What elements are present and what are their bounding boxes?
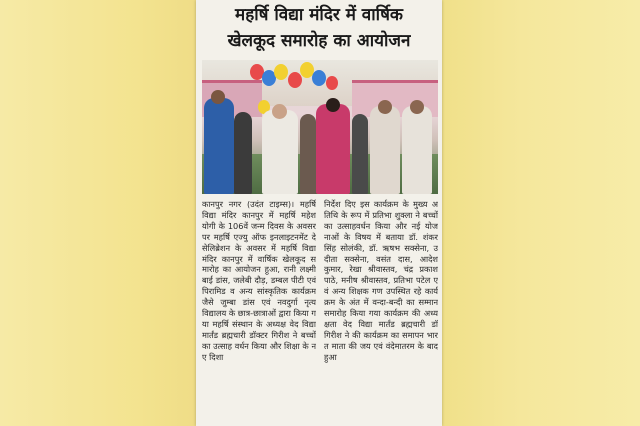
person-head <box>410 100 424 114</box>
background-left <box>0 0 200 426</box>
person-head <box>378 100 392 114</box>
headline-line-1: महर्षि विद्या मंदिर में वार्षिक <box>235 5 403 25</box>
person-head <box>272 104 287 119</box>
balloon <box>288 72 302 88</box>
article-body <box>202 199 438 426</box>
person <box>402 106 432 194</box>
person-head <box>326 98 340 112</box>
background-right <box>442 0 640 426</box>
balloon <box>312 70 326 86</box>
person <box>234 112 252 194</box>
balloon <box>326 76 338 90</box>
article-column-2: निर्देश दिए इस कार्यक्रम के मुख्य अतिथि के रूप में प्रतिभा शुक्ला ने बच्चों का उत्साहवर्धन किया और नई योजनाओं के विषय में बताया डॉ. शंकर सिंह सोलंकी, डॉ. ऋषभ सक्सेना, उदीता सक्सेना, वसंत दास, आदेश कुमार, रेखा श्रीवास्तव, चंद्र प्रकाश पाठे, मनीष श्रीवास्तव, प्रतिभा पटेल एवं अन्य शिक्षक गण उपस्थित रहे कार्यक्रम के अंत में वन्दा-बन्दी का सम्मान समारोह किया गया कार्यक्रम की अध्यक्षता वेद विद्या मार्तंड ब्रह्मचारी डॉ गिरीश ने की कार्यक्रम का समापन भारत माता की जय एवं वंदेमातरम के बाद हुआ <box>324 199 438 362</box>
headline-line-2: खेलकूद समारोह का आयोजन <box>227 31 411 51</box>
person <box>316 104 350 194</box>
person <box>300 114 316 194</box>
newspaper-clipping <box>196 0 442 426</box>
article-headline <box>196 0 442 54</box>
person <box>352 114 368 194</box>
balloon <box>274 64 288 80</box>
person <box>262 110 298 194</box>
person-head <box>211 90 225 104</box>
person <box>204 98 234 194</box>
person <box>370 106 400 194</box>
event-photo <box>202 60 438 194</box>
article-column-1: कानपुर नगर (उदंत टाइम्स)। महर्षि विद्या मंदिर कानपुर में महर्षि महेश योगी के 106वें जन्म दिवस के अवसर पर महर्षि एज्यु ऑफ इनलाइटनमेंट दे सेलिब्रेशन के अवसर में महर्षि विद्या मंदिर कानपुर में वार्षिक खेलकूद समारोह का आयोजन हुआ, रानी लक्ष्मी बाई डांस, जलेबी दौड़, डम्बल पीटी एवं पिरामिड व अन्य सांस्कृतिक कार्यक्रम जैसे जुम्बा डांस एवं नवदुर्गा नृत्य विद्यालय के छात्र-छात्राओं द्वारा किया गया महर्षि संस्थान के अध्यक्ष वेद विद्या मार्तंड ब्रह्मचारी डॉक्टर गिरीश ने बच्चों का उत्साह वर्धन किया और शिक्षा के नए दिशा <box>202 199 316 362</box>
